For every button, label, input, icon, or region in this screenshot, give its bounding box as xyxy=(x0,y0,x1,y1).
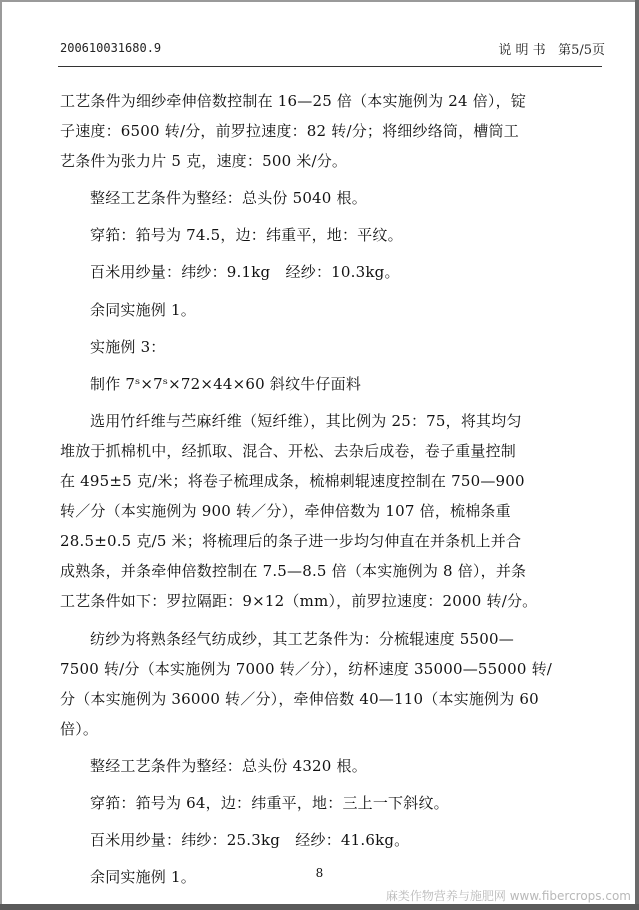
page-count: 第5/5页 xyxy=(558,43,605,58)
patent-number: 200610031680.9 xyxy=(60,41,162,55)
scan-border-bottom xyxy=(0,904,639,910)
header-rule xyxy=(58,66,602,67)
text-line: 百米用纱量：纬纱：25.3kg 经纱：41.6kg。 xyxy=(90,831,410,850)
text-line: 成熟条，并条牵伸倍数控制在 7.5—8.5 倍（本实施例为 8 倍），并条 xyxy=(60,562,527,581)
header-right xyxy=(498,39,605,58)
text-line: 纺纱为将熟条经气纺成纱，其工艺条件为：分梳辊速度 5500— xyxy=(90,629,514,648)
scan-border-top xyxy=(0,0,639,2)
page-number: 8 xyxy=(315,866,324,880)
text-line: 28.5±0.5 克/5 米；将梳理后的条子进一步均匀伸直在并条机上并合 xyxy=(60,532,522,551)
text-line: 7500 转/分（本实施例为 7000 转／分），纺杯速度 35000—55000 转/ xyxy=(60,659,553,678)
text-line: 整经工艺条件为整经：总头份 4320 根。 xyxy=(90,756,367,775)
fabric-spec: 制作 7ˢ×7ˢ×72×44×60 斜纹牛仔面料 xyxy=(90,374,362,393)
text-line: 堆放于抓棉机中，经抓取、混合、开松、去杂后成卷，卷子重量控制 xyxy=(60,441,517,460)
text-line: 艺条件为张力片 5 克，速度：500 米/分。 xyxy=(60,152,348,171)
document-section-title: 说 明 书 xyxy=(498,43,546,58)
text-line: 在 495±5 克/米；将卷子梳理成条，梳棉刺辊速度控制在 750—900 xyxy=(60,472,525,491)
text-line: 倍）。 xyxy=(60,719,99,738)
text-line: 工艺条件为细纱牵伸倍数控制在 16—25 倍（本实施例为 24 倍），锭 xyxy=(60,92,527,110)
text-line: 分（本实施例为 36000 转／分），牵伸倍数 40—110（本实施例为 60 xyxy=(60,689,539,708)
text-line: 整经工艺条件为整经：总头份 5040 根。 xyxy=(90,189,367,208)
text-line: 选用竹纤维与苎麻纤维（短纤维），其比例为 25：75，将其均匀 xyxy=(90,411,522,430)
text-line: 工艺条件如下：罗拉隔距：9×12（mm），前罗拉速度：2000 转/分。 xyxy=(60,592,538,611)
text-line: 百米用纱量：纬纱：9.1kg 经纱：10.3kg。 xyxy=(90,263,400,282)
text-line: 穿筘：筘号为 64，边：纬重平，地：三上一下斜纹。 xyxy=(90,793,449,812)
text-line: 余同实施例 1。 xyxy=(90,300,196,319)
text-line: 穿筘：筘号为 74.5，边：纬重平，地：平纹。 xyxy=(90,226,403,245)
text-line: 转／分（本实施例为 900 转／分），牵伸倍数为 107 倍，梳棉条重 xyxy=(60,502,511,521)
scan-border-left xyxy=(0,0,2,910)
scan-border-right xyxy=(635,0,639,910)
example-heading: 实施例 3： xyxy=(90,337,166,356)
text-line: 余同实施例 1。 xyxy=(90,868,196,887)
text-line: 子速度：6500 转/分，前罗拉速度：82 转/分；将细纱络筒，槽筒工 xyxy=(60,122,519,141)
document-body xyxy=(60,86,602,892)
site-watermark: 麻类作物营养与施肥网 www.fibercrops.com xyxy=(385,889,631,903)
